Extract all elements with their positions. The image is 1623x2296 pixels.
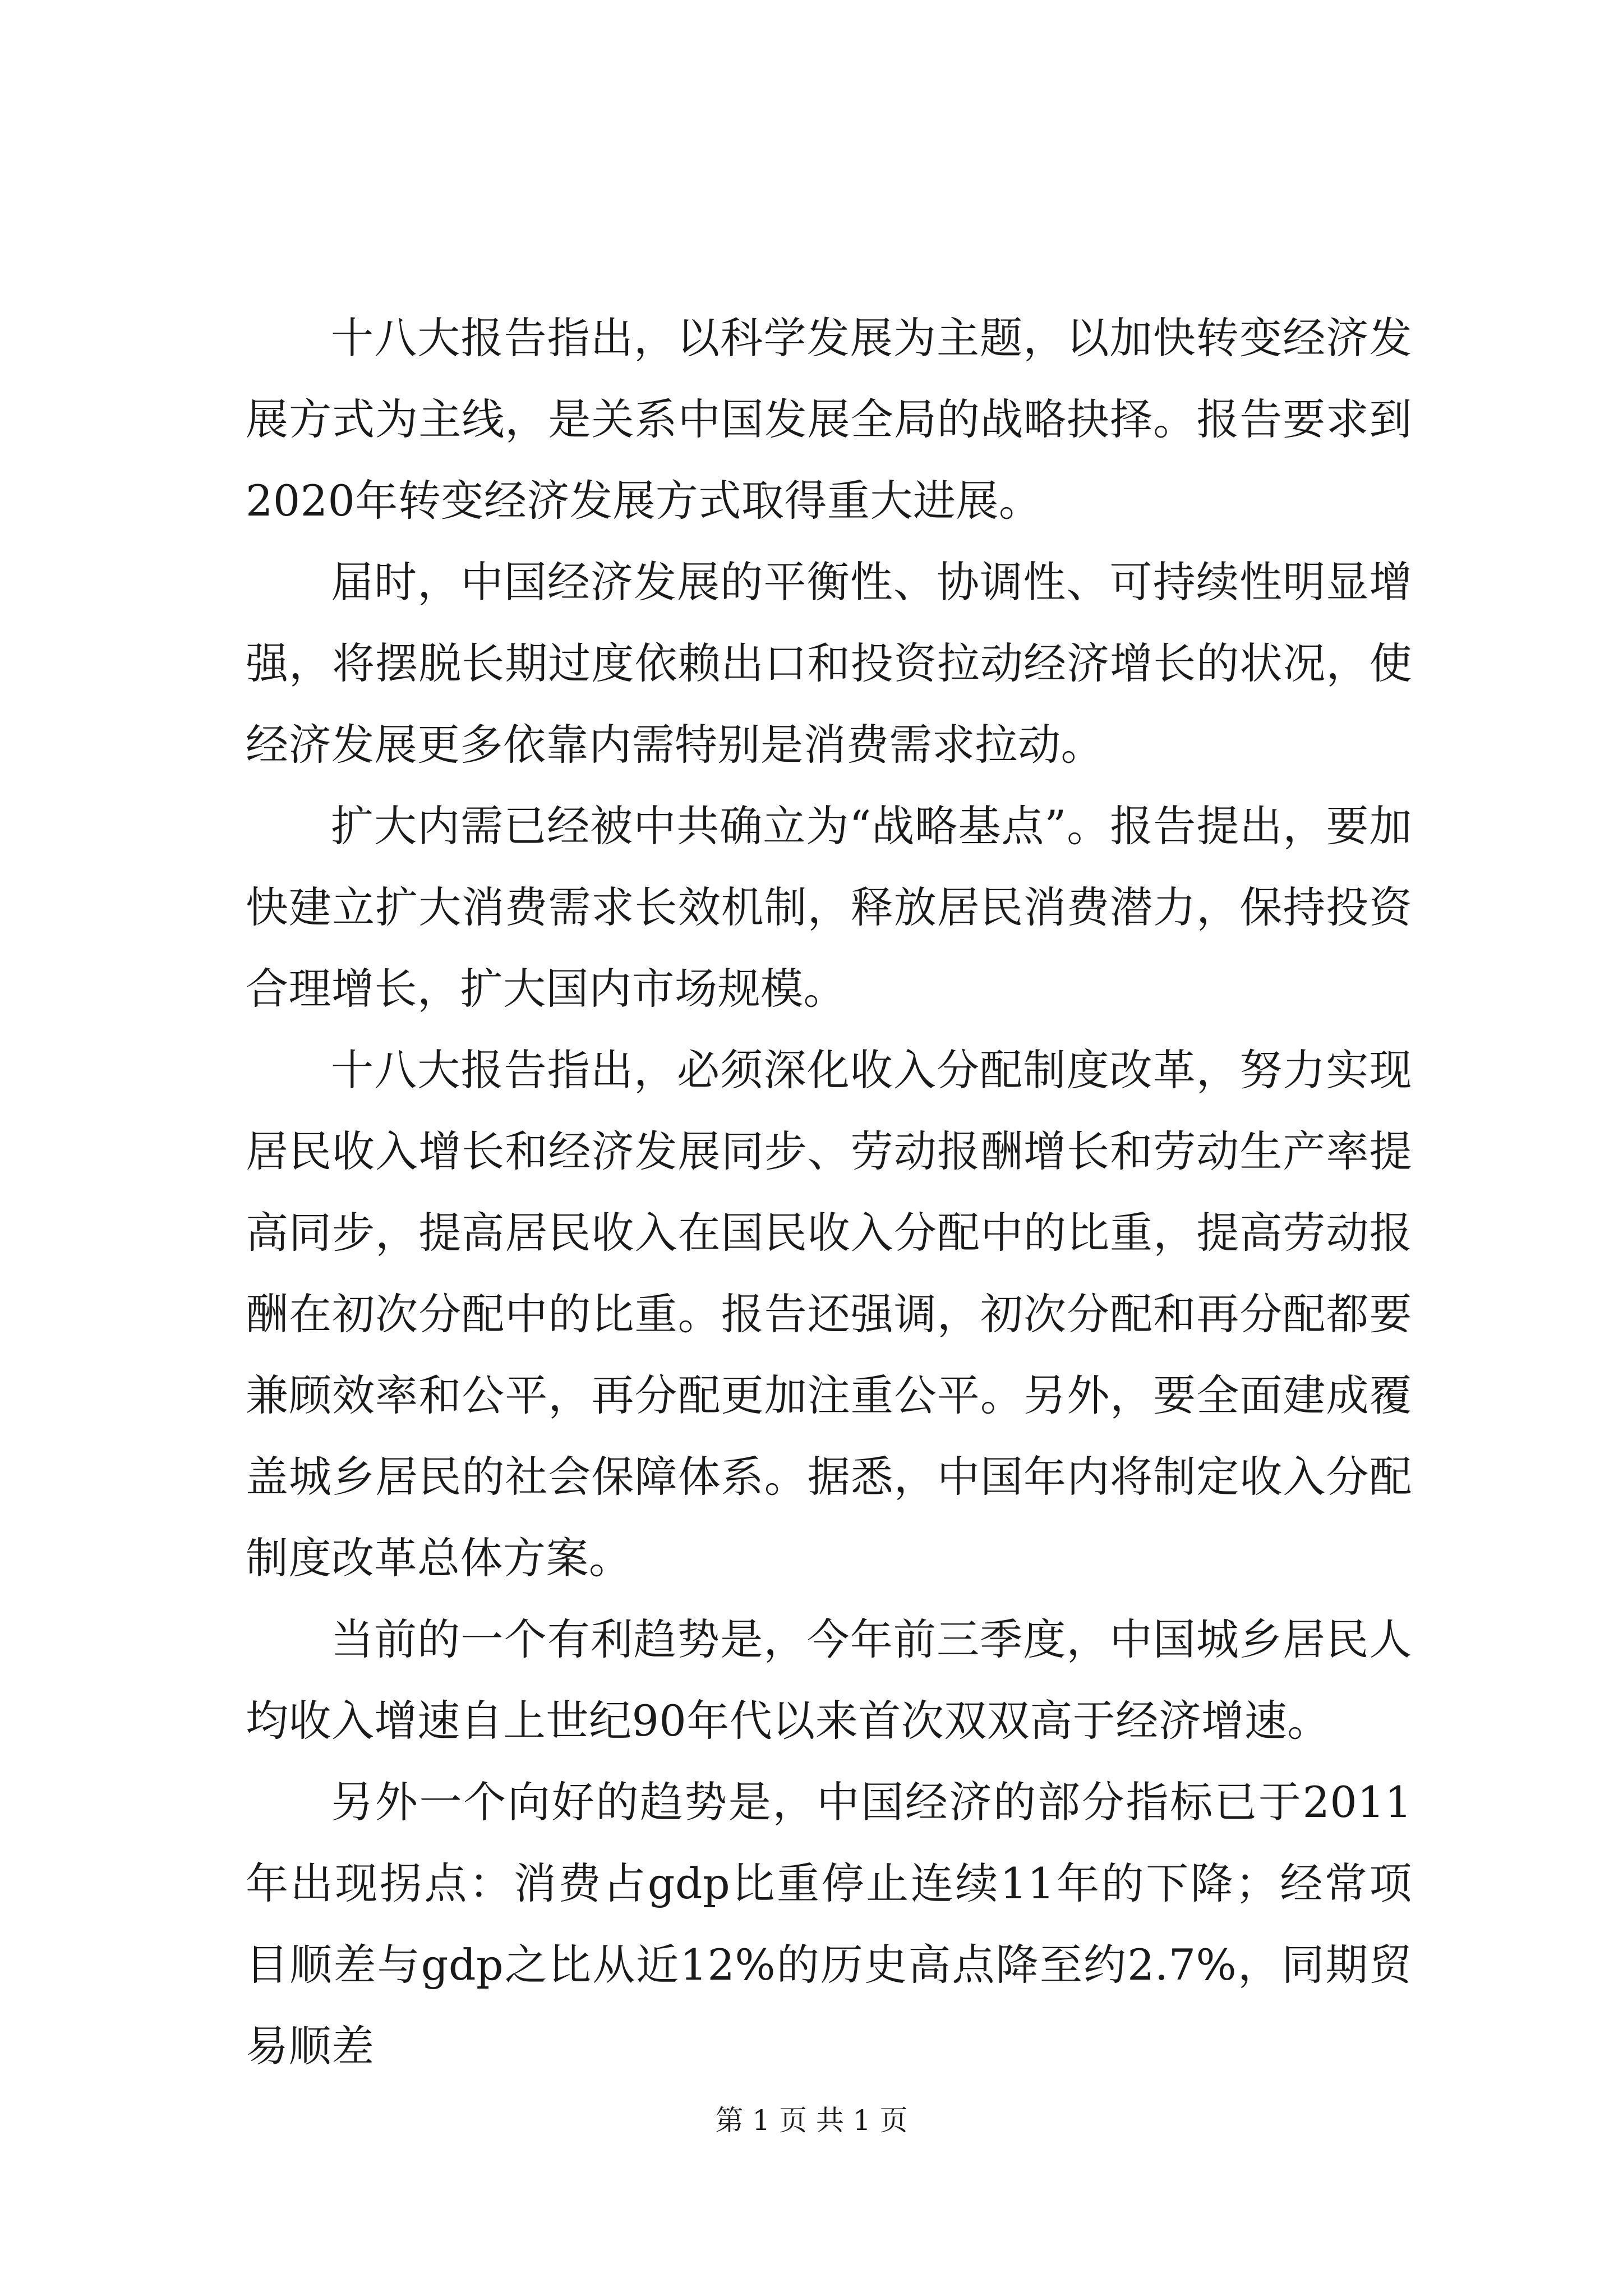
paragraph: 当前的一个有利趋势是，今年前三季度，中国城乡居民人均收入增速自上世纪90年代以来首次双双高于经济增速。: [246, 1614, 1412, 1746]
paragraph: 十八大报告指出，以科学发展为主题，以加快转变经济发展方式为主线，是关系中国发展全局的战略抉择。报告要求到2020年转变经济发展方式取得重大进展。: [246, 313, 1412, 526]
paragraph: 另外一个向好的趋势是，中国经济的部分指标已于2011年出现拐点：消费占gdp比重停止连续11年的下降；经常项目顺差与gdp之比从近12%的历史高点降至约2.7%，同期贸易顺差: [246, 1777, 1412, 2071]
page-footer: 第 1 页 共 1 页: [715, 2104, 908, 2137]
paragraph: 十八大报告指出，必须深化收入分配制度改革，努力实现居民收入增长和经济发展同步、劳动报酬增长和劳动生产率提高同步，提高居民收入在国民收入分配中的比重，提高劳动报酬在初次分配中的比重。报告还强调，初次分配和再分配都要兼顾效率和公平，再分配更加注重公平。另外，要全面建成覆盖城乡居民的社会保障体系。据悉，中国年内将制定收入分配制度改革总体方案。: [246, 1045, 1412, 1583]
paragraph: 届时，中国经济发展的平衡性、协调性、可持续性明显增强，将摆脱长期过度依赖出口和投资拉动经济增长的状况，使经济发展更多依靠内需特别是消费需求拉动。: [246, 557, 1412, 770]
paragraph: 扩大内需已经被中共确立为“战略基点”。报告提出，要加快建立扩大消费需求长效机制，释放居民消费潜力，保持投资合理增长，扩大国内市场规模。: [246, 801, 1412, 1014]
document-body: [246, 297, 1412, 2087]
